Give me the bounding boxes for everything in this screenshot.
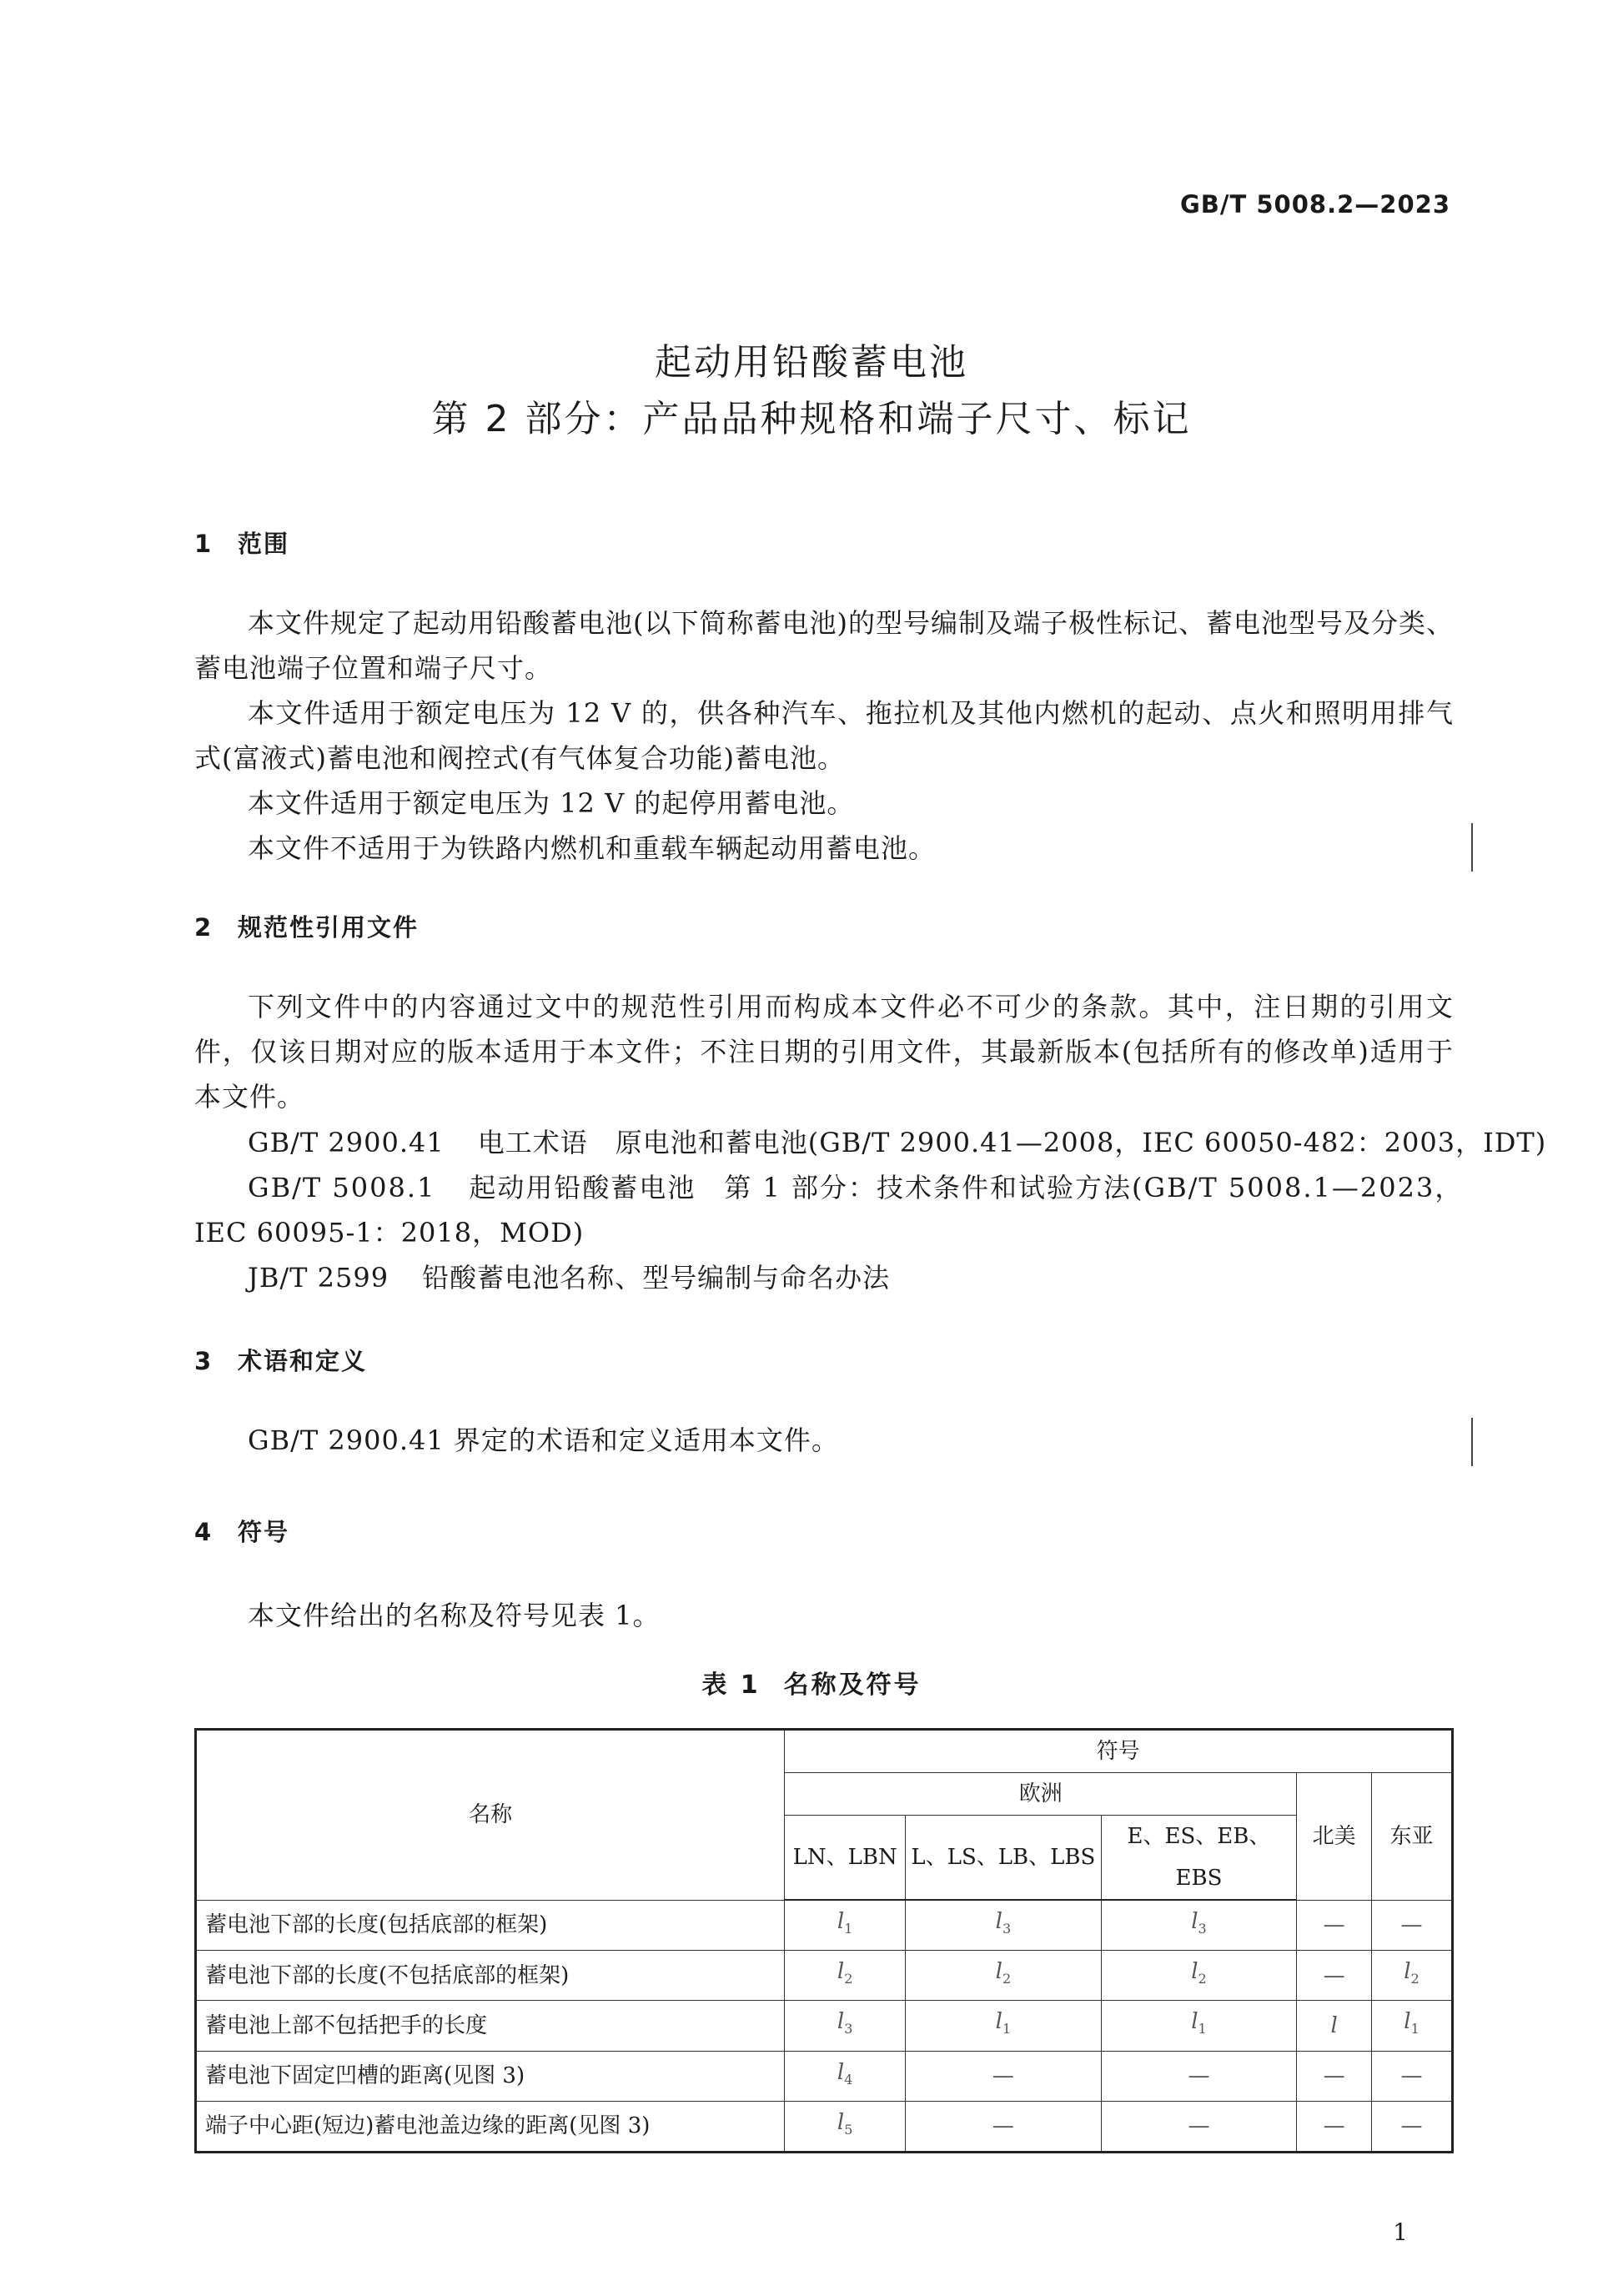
table-cell-name: 蓄电池下部的长度(不包括底部的框架) [196, 1951, 785, 2001]
symbol-subscript: 2 [1410, 1971, 1419, 1987]
paragraph: 本文件适用于额定电压为 12 V 的起停用蓄电池。 [248, 787, 855, 819]
section-2-heading [194, 909, 419, 943]
symbol-subscript: 2 [1002, 1971, 1012, 1987]
symbol-subscript: 2 [1198, 1971, 1207, 1987]
symbol-subscript: 2 [844, 1971, 853, 1987]
reference-2 [248, 1167, 1463, 1205]
symbol-subscript: 1 [1002, 2021, 1012, 2037]
section-number: 2 [194, 913, 214, 942]
table-cell-dash [1297, 1951, 1372, 2001]
table-cell-symbol [906, 1900, 1102, 1951]
table-header-name: 名称 [196, 1730, 785, 1901]
symbol: $l_4$ [837, 2059, 853, 2088]
symbol: $l_2$ [1404, 1959, 1419, 1987]
table-row [196, 1951, 1453, 2001]
table-header-europe: 欧洲 [785, 1773, 1297, 1816]
reference-title: 起动用铅酸蓄电池 第 1 部分：技术条件和试验方法(GB/T 5008.1—2023， [469, 1172, 1464, 1203]
table-cell-symbol [906, 2001, 1102, 2051]
symbol-subscript: 4 [844, 2071, 853, 2088]
reference-3 [248, 1257, 890, 1295]
dash: — [1323, 2113, 1345, 2139]
table-cell-dash [1101, 2051, 1297, 2101]
symbol: $l_3$ [837, 2009, 853, 2037]
symbol-subscript: 3 [844, 2021, 853, 2037]
table-cell-dash [1372, 2051, 1453, 2101]
table-cell-name: 端子中心距(短边)蓄电池盖边缘的距离(见图 3) [196, 2101, 785, 2152]
table-header-ln-lbn: LN、LBN [785, 1816, 906, 1901]
symbol-subscript: 3 [1002, 1921, 1012, 1937]
table-cell-name: 蓄电池下固定凹槽的距离(见图 3) [196, 2051, 785, 2101]
section-number: 1 [194, 530, 214, 558]
symbol: $l_2$ [995, 1959, 1012, 1987]
table-caption-number: 表 1 [701, 1671, 761, 1700]
page-number: 1 [1393, 2218, 1408, 2246]
table-cell-dash [1297, 2051, 1372, 2101]
dash: — [1188, 2063, 1210, 2089]
table-header-north-america: 北美 [1297, 1773, 1372, 1901]
symbol-subscript: 5 [844, 2121, 853, 2138]
table-row [196, 2101, 1453, 2152]
dash: — [1400, 2113, 1423, 2139]
section-title: 范围 [238, 530, 290, 558]
change-bar [1471, 1418, 1473, 1466]
table-row [196, 2001, 1453, 2051]
symbols-table [194, 1728, 1454, 2153]
symbol: $l_2$ [837, 1959, 853, 1987]
standard-code: GB/T 5008.2—2023 [1180, 190, 1450, 219]
symbol: $l_5$ [837, 2109, 853, 2138]
section-title: 术语和定义 [238, 1347, 368, 1375]
change-bar [1471, 823, 1473, 872]
table-caption [0, 1664, 1623, 1701]
dash: — [1188, 2113, 1210, 2139]
table-cell-symbol [785, 2051, 906, 2101]
paragraph: 下列文件中的内容通过文中的规范性引用而构成本文件必不可少的条款。其中，注日期的引用文件，仅该日期对应的版本适用于本文件；不注日期的引用文件，其最新版本(包括所有的修改单)适用于本文件。 [194, 991, 1454, 1113]
paragraph: 本文件规定了起动用铅酸蓄电池(以下简称蓄电池)的型号编制及端子极性标记、蓄电池型号及分类、蓄电池端子位置和端子尺寸。 [194, 607, 1454, 684]
table-row [196, 2051, 1453, 2101]
section-number: 3 [194, 1347, 214, 1375]
table-cell-symbol [1372, 1951, 1453, 2001]
table-cell-symbol [785, 2101, 906, 2152]
table-cell-name: 蓄电池下部的长度(包括底部的框架) [196, 1900, 785, 1951]
dash: — [1323, 2063, 1345, 2089]
dash: — [1400, 1912, 1423, 1938]
dash: — [1323, 1962, 1345, 1988]
section-title: 符号 [238, 1518, 290, 1546]
table-cell-dash [906, 2101, 1102, 2152]
section-number: 4 [194, 1518, 214, 1546]
table-cell-symbol [906, 1951, 1102, 2001]
table-cell-symbol [1101, 1900, 1297, 1951]
section-1-heading [194, 525, 289, 560]
table-cell-symbol [1372, 2001, 1453, 2051]
table-cell-symbol [785, 1951, 906, 2001]
symbol: l [1330, 2012, 1338, 2038]
reference-1 [248, 1122, 1546, 1160]
dash: — [992, 2113, 1014, 2139]
reference-2-continued: IEC 60095-1：2018，MOD) [194, 1217, 585, 1248]
document-title-line1: 起动用铅酸蓄电池 [655, 341, 968, 384]
reference-title: 电工术语 原电池和蓄电池(GB/T 2900.41—2008，IEC 60050-482：2003，IDT) [477, 1127, 1547, 1158]
symbol: $l_1$ [837, 1909, 853, 1937]
table-cell-symbol [1297, 2001, 1372, 2051]
reference-code: GB/T 5008.1 [248, 1172, 436, 1203]
symbol: $l_1$ [995, 2009, 1012, 2037]
paragraph: GB/T 2900.41 界定的术语和定义适用本文件。 [248, 1424, 839, 1456]
section-3-heading [194, 1343, 367, 1377]
table-cell-symbol [1101, 1951, 1297, 2001]
reference-code: JB/T 2599 [248, 1262, 389, 1294]
table-row [196, 1900, 1453, 1951]
paragraph: 本文件给出的名称及符号见表 1。 [248, 1600, 661, 1631]
symbol: $l_1$ [1191, 2009, 1207, 2037]
paragraph: 本文件适用于额定电压为 12 V 的，供各种汽车、拖拉机及其他内燃机的起动、点火和照明用排气式(富液式)蓄电池和阀控式(有气体复合功能)蓄电池。 [194, 697, 1454, 774]
section-title: 规范性引用文件 [238, 913, 420, 942]
document-title-line2: 第 2 部分：产品品种规格和端子尺寸、标记 [431, 398, 1192, 440]
table-cell-symbol [785, 1900, 906, 1951]
reference-code: GB/T 2900.41 [248, 1127, 445, 1158]
table-cell-dash [1372, 2101, 1453, 2152]
dash: — [1400, 2063, 1423, 2089]
table-header-e-es-eb-ebs: E、ES、EB、EBS [1101, 1816, 1297, 1901]
symbol-subscript: 1 [1198, 2021, 1207, 2037]
dash: — [1323, 1912, 1345, 1938]
section-4-heading [194, 1514, 289, 1548]
symbol-subscript: 1 [844, 1921, 853, 1937]
symbol: $l_1$ [1404, 2009, 1419, 2037]
table-cell-dash [1101, 2101, 1297, 2152]
table-cell-dash [1297, 2101, 1372, 2152]
table-cell-dash [1297, 1900, 1372, 1951]
table-caption-title: 名称及符号 [783, 1671, 922, 1700]
table-cell-name: 蓄电池上部不包括把手的长度 [196, 2001, 785, 2051]
table-cell-dash [906, 2051, 1102, 2101]
paragraph: 本文件不适用于为铁路内燃机和重载车辆起动用蓄电池。 [248, 832, 937, 864]
table-cell-dash [1372, 1900, 1453, 1951]
table-header-l-ls-lb-lbs: L、LS、LB、LBS [906, 1816, 1102, 1901]
reference-title: 铅酸蓄电池名称、型号编制与命名办法 [422, 1262, 891, 1294]
symbol-subscript: 1 [1410, 2021, 1419, 2037]
symbol: $l_2$ [1191, 1959, 1207, 1987]
symbol: $l_3$ [1191, 1909, 1207, 1937]
table-header-east-asia: 东亚 [1372, 1773, 1453, 1901]
table-header-symbol: 符号 [785, 1730, 1453, 1773]
symbol: $l_3$ [995, 1909, 1012, 1937]
dash: — [992, 2063, 1014, 2089]
table-cell-symbol [1101, 2001, 1297, 2051]
table-cell-symbol [785, 2001, 906, 2051]
symbol-subscript: 3 [1198, 1921, 1207, 1937]
